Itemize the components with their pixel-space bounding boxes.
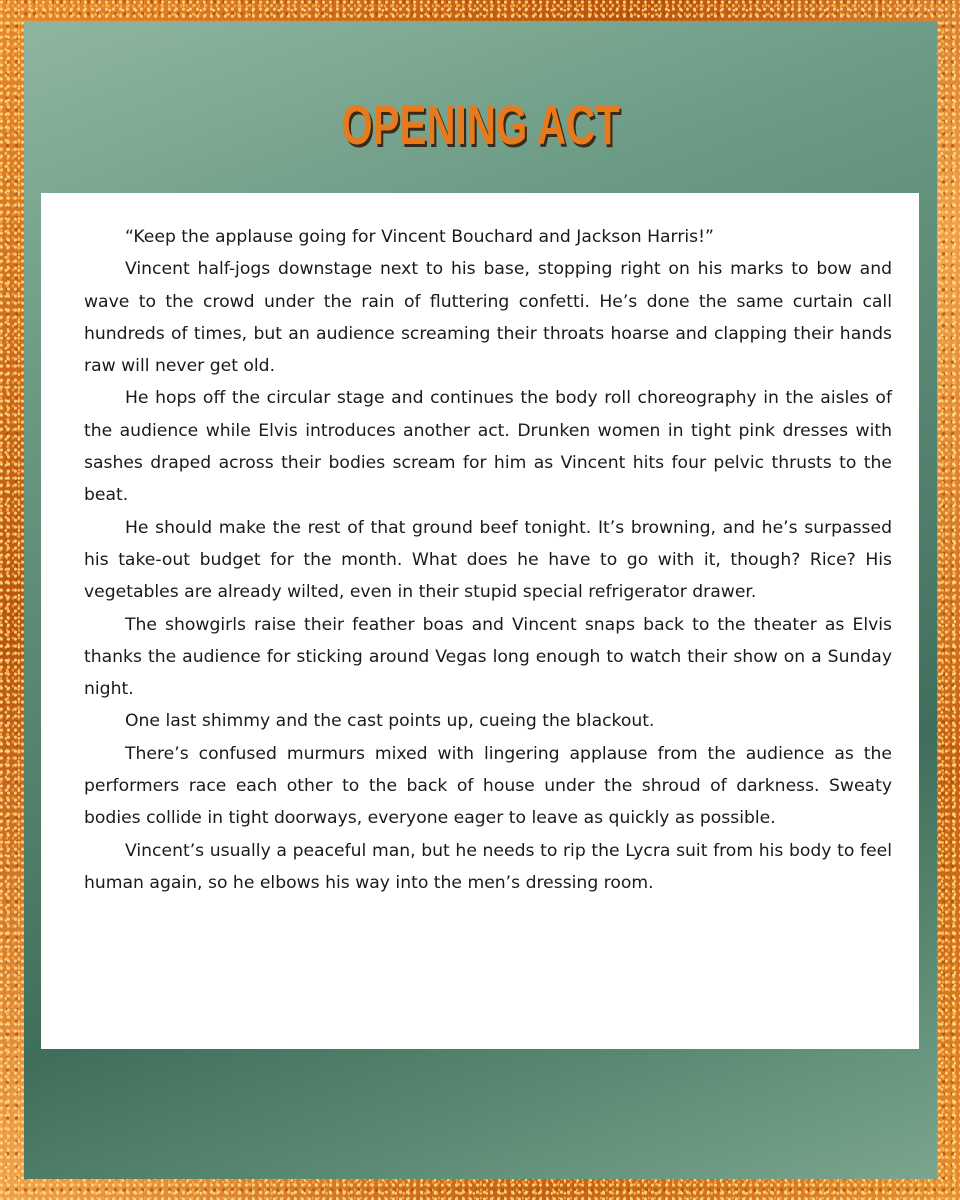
paragraph-3: He hops off the circular stage and continues the body roll choreography in the aisles of the audience while Elvis introduces another act. Drunken women in tight pink dresses with sashes draped across their bodies scream for him as Vincent hits four pelvic thrusts to the beat.: [84, 388, 892, 506]
paragraph-1: “Keep the applause going for Vincent Bouchard and Jackson Harris!”: [125, 227, 714, 247]
green-panel: [24, 21, 937, 1179]
paragraph-7: There’s confused murmurs mixed with lingering applause from the audience as the performers race each other to the back of house under the shroud of darkness. Sweaty bodies collide in tight doorways, everyone eager to leave as quickly as possible.: [84, 743, 892, 829]
paragraph-2: Vincent half-jogs downstage next to his base, stopping right on his marks to bow and wave to the crowd under the rain of fluttering confetti. He’s done the same curtain call hundreds of times, but an audience screaming their throats hoarse and clapping their hands raw will never get old.: [84, 259, 892, 377]
paragraph-8: Vincent’s usually a peaceful man, but he needs to rip the Lycra suit from his body to feel human again, so he elbows his way into the men’s dressing room.: [84, 840, 892, 893]
paragraph-6: One last shimmy and the cast points up, cueing the blackout.: [125, 711, 655, 732]
chapter-title: OPENING ACT: [341, 93, 620, 156]
text-page: [41, 193, 919, 1049]
paragraph-4: He should make the rest of that ground beef tonight. It’s browning, and he’s surpassed his take-out budget for the month. What does he have to go with it, though? Rice? His vegetables are already wilted, even in their stupid special refrigerator drawer.: [84, 517, 892, 603]
paragraph-5: The showgirls raise their feather boas and Vincent snaps back to the theater as Elvis thanks the audience for sticking around Vegas long enough to watch their show on a Sunday night.: [84, 614, 892, 700]
